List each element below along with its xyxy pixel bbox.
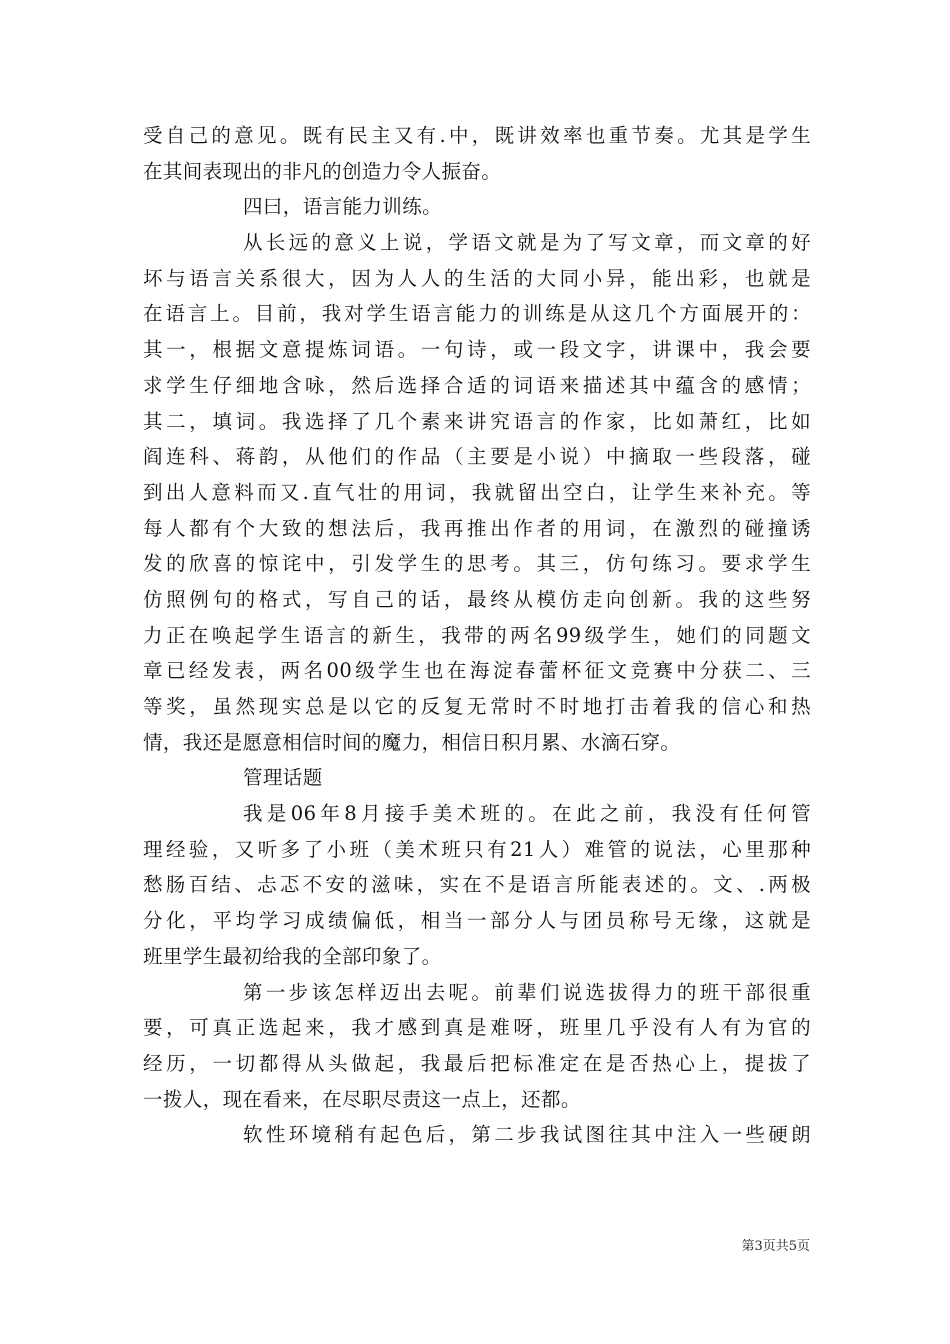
text-line: 四曰，语言能力训练。 (243, 195, 443, 219)
text-line: 章已经发表，两名00级学生也在海淀春蕾杯征文竞赛中分获二、三 (143, 659, 811, 683)
text-line: 一拨人，现在看来，在尽职尽责这一点上，还都。 (143, 1087, 581, 1111)
text-line: 其二，填词。我选择了几个素来讲究语言的作家，比如萧红，比如 (143, 409, 811, 433)
body-text (143, 118, 811, 1153)
text-line: 在语言上。目前，我对学生语言能力的训练是从这几个方面展开的： (143, 302, 811, 326)
text-line: 在其间表现出的非凡的创造力令人振奋。 (143, 159, 502, 183)
text-line: 从长远的意义上说，学语文就是为了写文章，而文章的好 (243, 231, 811, 255)
text-line: 发的欣喜的惊诧中，引发学生的思考。其三，仿句练习。要求学生 (143, 552, 811, 576)
text-line: 愁肠百结、忐忑不安的滋味，实在不是语言所能表述的。文、.两极 (143, 873, 811, 897)
text-line: 分化，平均学习成绩偏低，相当一部分人与团员称号无缘，这就是 (143, 909, 811, 933)
text-line: 到出人意料而又.直气壮的用词，我就留出空白，让学生来补充。等 (143, 480, 811, 504)
text-line: 情，我还是愿意相信时间的魔力，相信日积月累、水滴石穿。 (143, 730, 681, 754)
text-line: 力正在唤起学生语言的新生，我带的两名99级学生，她们的同题文 (143, 623, 811, 647)
text-line: 坏与语言关系很大，因为人人的生活的大同小异，能出彩，也就是 (143, 266, 811, 290)
text-line: 其一，根据文意提炼词语。一句诗，或一段文字，讲课中，我会要 (143, 338, 811, 362)
text-line: 经历，一切都得从头做起，我最后把标准定在是否热心上，提拔了 (143, 1051, 811, 1075)
text-line: 受自己的意见。既有民主又有.中，既讲效率也重节奏。尤其是学生 (143, 124, 811, 147)
text-line: 每人都有个大致的想法后，我再推出作者的用词，在激烈的碰撞诱 (143, 516, 811, 540)
text-line: 等奖，虽然现实总是以它的反复无常时不时地打击着我的信心和热 (143, 695, 811, 718)
text-line: 软性环境稍有起色后，第二步我试图往其中注入一些硬朗 (243, 1123, 811, 1147)
text-line: 理经验，又听多了小班（美术班只有21人）难管的说法，心里那种 (143, 837, 811, 861)
text-line: 第一步该怎样迈出去呢。前辈们说选拔得力的班干部很重 (243, 980, 811, 1004)
text-line: 仿照例句的格式，写自己的话，最终从模仿走向创新。我的这些努 (143, 587, 811, 611)
text-line: 管理话题 (243, 766, 323, 790)
text-line: 我是06年8月接手美术班的。在此之前，我没有任何管 (243, 802, 811, 826)
text-line: 求学生仔细地含咏，然后选择合适的词语来描述其中蕴含的感情； (143, 373, 811, 397)
page-number: 第3页共5页 (741, 1239, 810, 1254)
text-line: 班里学生最初给我的全部印象了。 (143, 944, 442, 968)
text-line: 要，可真正选起来，我才感到真是难呀，班里几乎没有人有为官的 (143, 1016, 811, 1040)
text-line: 阎连科、蒋韵，从他们的作品（主要是小说）中摘取一些段落，碰 (143, 445, 811, 469)
